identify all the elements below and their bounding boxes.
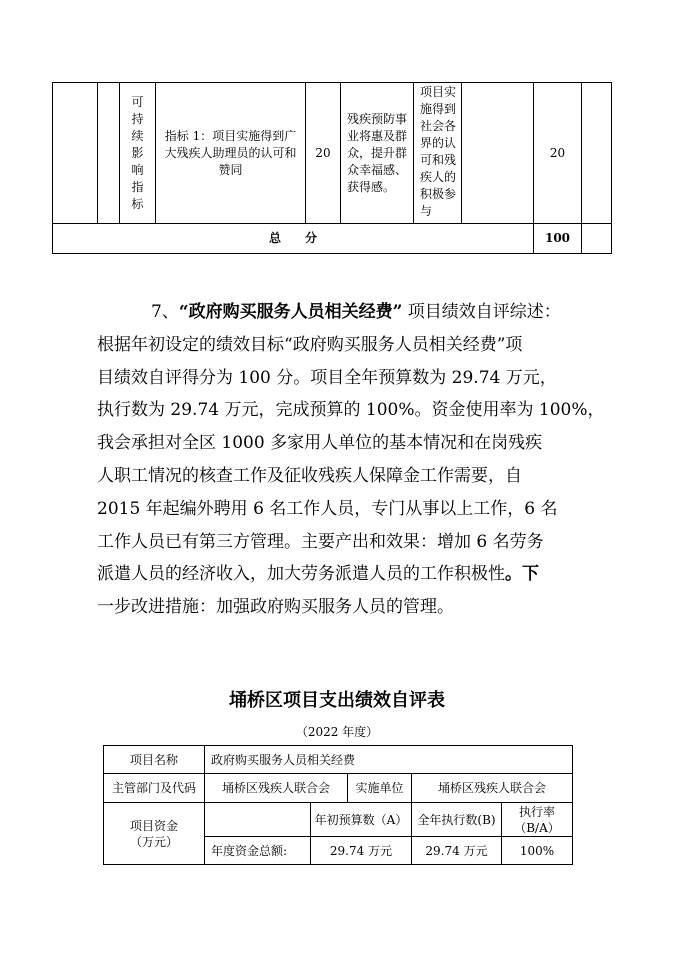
summary-line: 一步改进措施：加强政府购买服务人员的管理。 <box>97 597 454 618</box>
actual-cell: 项目实施得到社会各界的认可和残疾人的积极参与 <box>414 83 462 224</box>
summary-line: 执行数为 29.74 万元，完成预算的 100%。资金使用率为 100%， <box>97 400 605 421</box>
self-evaluation-form <box>103 745 573 865</box>
dimension-char: 响 <box>131 162 144 177</box>
table-cell <box>582 224 612 254</box>
total-funds-label: 年度资金总额: <box>205 837 311 865</box>
dept-label: 主管部门及代码 <box>104 774 205 803</box>
summary-heading-line <box>97 296 579 329</box>
exec-header: 全年执行数(B) <box>412 803 502 837</box>
dimension-char: 可 <box>131 94 144 109</box>
project-summary <box>97 296 605 624</box>
dimension-label <box>120 83 156 224</box>
summary-line: 2015 年起编外聘用 6 名工作人员，专门从事以上工作，6 名 <box>97 498 558 519</box>
heading-suffix: 项目绩效自评综述： <box>407 302 561 322</box>
dimension-char: 续 <box>131 128 144 143</box>
table-cell <box>582 83 612 224</box>
form-year: （2022 年度） <box>295 725 379 739</box>
weight-cell: 20 <box>306 83 341 224</box>
table-cell <box>462 83 534 224</box>
impl-value: 埇桥区残疾人联合会 <box>412 774 573 803</box>
impl-label: 实施单位 <box>348 774 412 803</box>
table-row <box>104 803 573 837</box>
dimension-char: 标 <box>131 196 144 211</box>
evaluation-table-continued <box>52 82 612 254</box>
summary-line: 工作人员已有第三方管理。主要产出和效果：增加 6 名劳务 <box>97 531 544 552</box>
score-cell: 20 <box>534 83 582 224</box>
dept-value: 埇桥区残疾人联合会 <box>205 774 348 803</box>
table-cell <box>205 803 311 837</box>
project-name-heading: 政府购买服务人员相关经费 <box>188 302 393 322</box>
quote-mark: ” <box>392 302 403 322</box>
summary-text-bold: 。下 <box>505 564 539 585</box>
dimension-char: 持 <box>131 111 144 126</box>
summary-line <box>97 558 579 591</box>
table-row <box>53 83 612 224</box>
summary-line: 人职工情况的核查工作及征收残疾人保障金工作需要，自 <box>97 465 522 486</box>
exec-value: 29.74 万元 <box>412 837 502 865</box>
summary-line: 目绩效自评得分为 100 分。项目全年预算数为 29.74 万元， <box>97 367 557 388</box>
rate-value: 100% <box>502 837 573 865</box>
summary-text: 派遣人员的经济收入，加大劳务派遣人员的工作积极性 <box>97 564 505 585</box>
total-score: 100 <box>534 224 582 254</box>
project-name-value: 政府购买服务人员相关经费 <box>205 746 573 774</box>
dimension-char: 影 <box>131 145 144 160</box>
target-cell: 残疾预防事业将惠及群众，提升群众幸福感、获得感。 <box>341 83 414 224</box>
rate-header: 执行率 （B/A） <box>502 803 573 837</box>
summary-line: 我会承担对全区 1000 多家用人单位的基本情况和在岗残疾 <box>97 433 543 454</box>
dimension-char: 指 <box>131 179 144 194</box>
summary-line: 根据年初设定的绩效目标“政府购买服务人员相关经费”项 <box>97 334 523 355</box>
funds-label: 项目资金 （万元） <box>104 803 205 865</box>
table-row <box>104 746 573 774</box>
indicator-cell: 指标 1：项目实施得到广大残疾人助理员的认可和赞同 <box>156 83 306 224</box>
table-cell <box>53 83 98 224</box>
total-row <box>53 224 612 254</box>
total-label: 总 分 <box>53 224 534 254</box>
table-row <box>104 774 573 803</box>
table-cell <box>98 83 120 224</box>
budget-value: 29.74 万元 <box>311 837 412 865</box>
form-title: 埇桥区项目支出绩效自评表 <box>229 690 445 711</box>
project-name-label: 项目名称 <box>104 746 205 774</box>
budget-header: 年初预算数（A） <box>311 803 412 837</box>
section-number: 7、 <box>151 302 179 322</box>
quote-mark: “ <box>178 302 189 322</box>
